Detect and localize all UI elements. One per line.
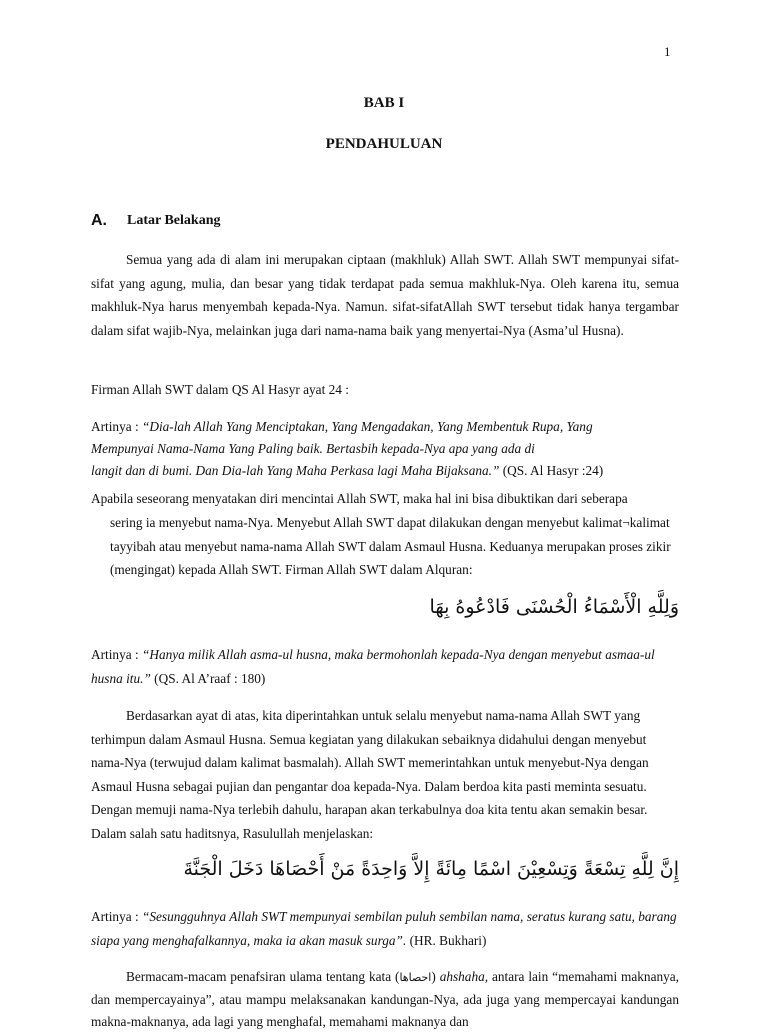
translation-block-1 (91, 416, 679, 482)
translation-block-2 (91, 643, 679, 690)
paragraph-4-term: ahshaha, (439, 969, 489, 984)
translation-quote: “Sesungguhnya Allah SWT mempunyai sembilan puluh sembilan nama, seratus kurang satu, barang siapa yang menghafalkannya, maka ia akan masuk surga”. (91, 909, 677, 948)
arabic-word: احصاها (399, 971, 432, 984)
firman-intro: Firman Allah SWT dalam QS Al Hasyr ayat 24 : (91, 382, 349, 397)
arabic-hadith: إِنَّ لِلَّهِ تِسْعَةً وَتِسْعِيْنَ اسْمًا مِائَةً إِلاَّ وَاحِدَةً مَنْ أَحْصَاهَا دَخَلَ الْجَنَّةَ (183, 858, 679, 880)
translation-reference: (HR. Bukhari) (406, 932, 487, 948)
translation-label: Artinya : (91, 909, 142, 924)
section-letter: A. (91, 212, 107, 229)
arabic-verse-1: وَلِلَّهِ الْأَسْمَاءُ الْحُسْنَى فَادْعُوهُ بِهَا (429, 596, 679, 618)
paragraph-4-before: Bermacam-macam penafsiran ulama tentang kata ( (126, 969, 400, 984)
translation-quote: “Hanya milik Allah asma-ul husna, maka bermohonlah kepada-Nya dengan menyebut asmaa-ul husna itu.” (91, 647, 655, 686)
translation-quote-line-2: Mempunyai Nama-Nama Yang Paling baik. Bertasbih kepada-Nya apa yang ada di (91, 441, 535, 456)
translation-block-3 (91, 905, 679, 952)
translation-quote-line-1: “Dia-lah Allah Yang Menciptakan, Yang Mengadakan, Yang Membentuk Rupa, Yang (141, 419, 593, 434)
translation-reference: (QS. Al Hasyr :24) (499, 463, 604, 478)
paragraph-intro-text: Semua yang ada di alam ini merupakan ciptaan (makhluk) Allah SWT. Allah SWT mempunyai sifat-sifat yang agung, mulia, dan besar yang tidak terdapat pada semua makhluk-Nya. Oleh karena itu, semua makhluk-Nya harus menyembah kepada-Nya. Namun. sifat-sifatAllah SWT tersebut tidak hanya tergambar dalam sifat wajib-Nya, melainkan juga dari nama-nama baik yang menyertai-Nya (Asma’ul Husna). (91, 252, 679, 338)
paragraph-4 (91, 966, 679, 1033)
chapter-label: BAB I (363, 95, 405, 111)
chapter-title: PENDAHULUAN (325, 136, 443, 152)
paragraph-4-paren: ) (431, 969, 440, 984)
paragraph-3-text: Berdasarkan ayat di atas, kita diperintahkan untuk selalu menyebut nama-nama Allah SWT yang terhimpun dalam Asmaul Husna. Semua kegiatan yang dilakukan sebaiknya didahului dengan menyebut nama-Nya (terwujud dalam kalimat basmalah). Allah SWT memerintahkan untuk menyebut-Nya dengan Asmaul Husna sebagai pujian dan pengantar doa kepada-Nya. Dalam berdoa kita pasti meminta sesuatu. Dengan memuji nama-Nya terlebih dahulu, harapan akan terkabulnya doa kita tentu akan semakin besar. Dalam salah satu haditsnya, Rasulullah menjelaskan: (91, 708, 649, 841)
paragraph-4-rest: antara lain “memahami maknanya, dan mempercayainya”, atau mampu melaksanakan kandungan-Nya, ada juga yang mempercayai kandungan makna-maknanya, ada lagi yang menghafal, memahami maknanya dan (91, 969, 680, 1029)
paragraph-4-text (91, 966, 679, 1033)
page-number: 1 (664, 44, 671, 59)
paragraph-2-rest: sering ia menyebut nama-Nya. Menyebut Allah SWT dapat dilakukan dengan menyebut kalimat¬kalimat tayyibah atau menyebut nama-nama Allah SWT dalam Asmaul Husna. Keduanya merupakan proses zikir (mengingat) kepada Allah SWT. Firman Allah SWT dalam Alquran: (110, 515, 671, 577)
section-title: Latar Belakang (127, 213, 221, 228)
translation-label: Artinya : (91, 419, 142, 434)
paragraph-3 (91, 704, 679, 845)
translation-label: Artinya : (91, 647, 142, 662)
paragraph-intro (91, 248, 679, 342)
paragraph-2-line-1: Apabila seseorang menyatakan diri mencintai Allah SWT, maka hal ini bisa dibuktikan dari seberapa (91, 491, 628, 506)
translation-quote-line-3: langit dan di bumi. Dan Dia-lah Yang Maha Perkasa lagi Maha Bijaksana.” (91, 463, 500, 478)
translation-reference: (QS. Al A’raaf : 180) (150, 670, 266, 686)
